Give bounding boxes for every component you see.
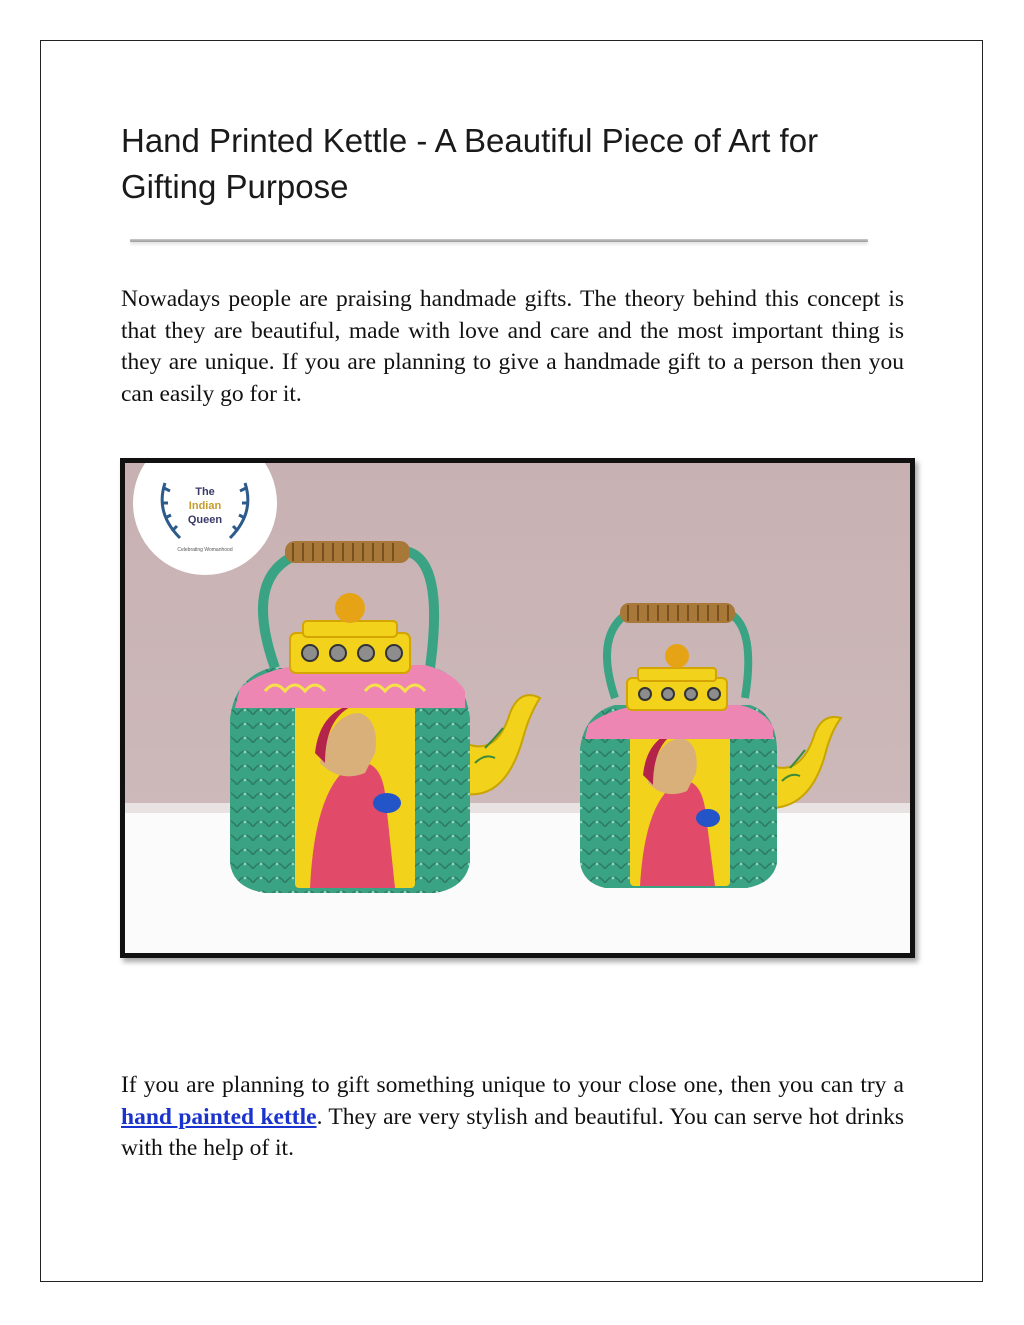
title-divider bbox=[130, 239, 868, 242]
logo-line2: Indian bbox=[188, 500, 222, 512]
logo-tagline: Celebrating Womanhood bbox=[177, 547, 233, 553]
closing-paragraph bbox=[121, 1070, 904, 1165]
closing-text-after: . They are very stylish and beautiful. You can serve hot drinks with the help of it. bbox=[121, 1103, 904, 1161]
hand-painted-kettle-link[interactable]: hand painted kettle bbox=[121, 1103, 317, 1130]
logo-line3: Queen bbox=[187, 514, 223, 526]
kettle-photo bbox=[120, 458, 915, 958]
intro-paragraph: Nowadays people are praising handmade gifts. The theory behind this concept is that they are beautiful, made with love and care and the most important thing is they are unique. If you are planning to give a handmade gift to a person then you can easily go for it. bbox=[121, 286, 904, 407]
closing-text-before: If you are planning to gift something unique to your close one, then you can try a bbox=[121, 1072, 904, 1098]
logo-line1: The bbox=[195, 486, 215, 498]
page-title: Hand Printed Kettle - A Beautiful Piece of Art for Gifting Purpose bbox=[121, 122, 819, 205]
